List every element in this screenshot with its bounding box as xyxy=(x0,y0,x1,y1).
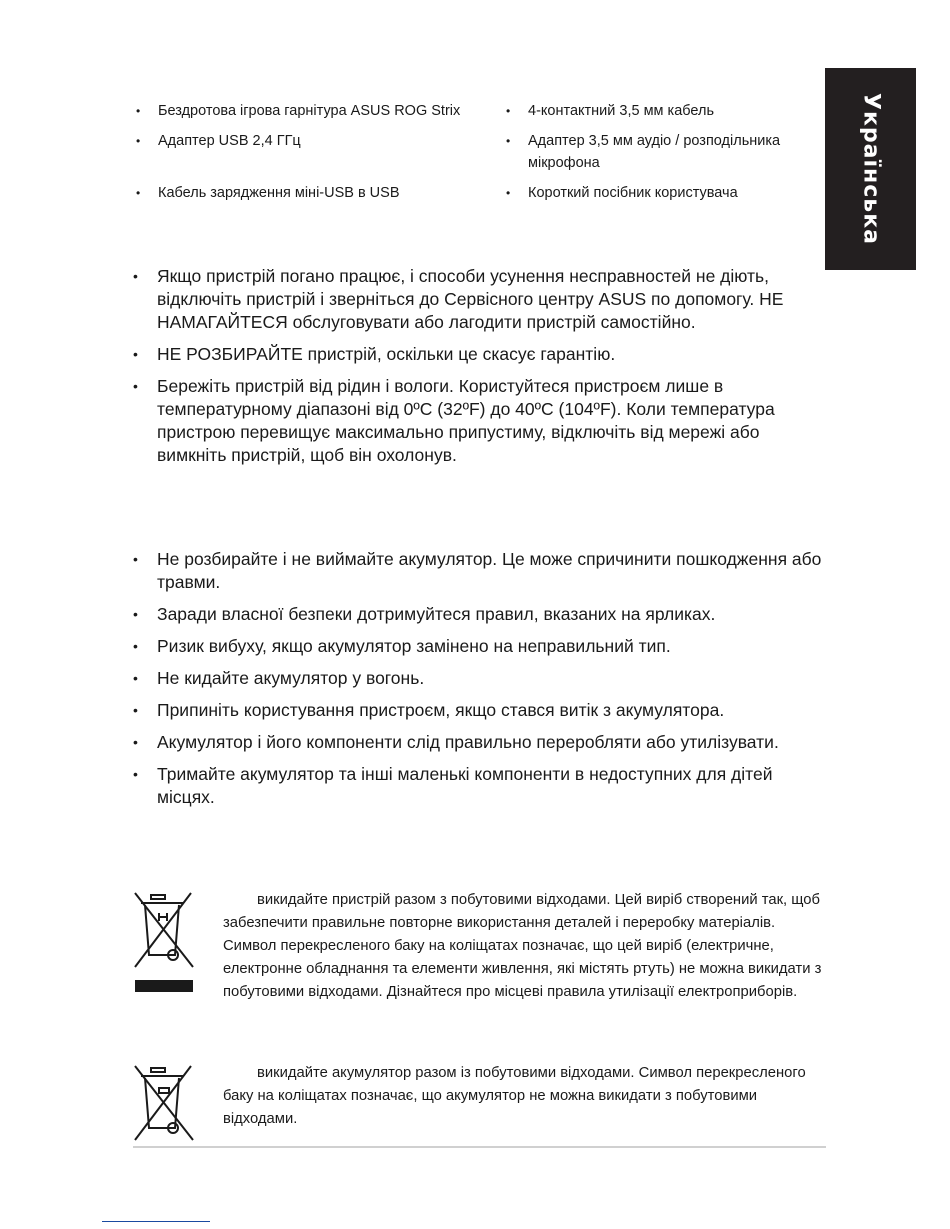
list-item: • Короткий посібник користувача xyxy=(506,182,826,204)
list-item: • Припиніть користування пристроєм, якщо стався витік з акумулятора. xyxy=(133,699,823,722)
list-item: • Акумулятор і його компоненти слід правильно переробляти або утилізувати. xyxy=(133,731,823,754)
battery-disposal-notice xyxy=(133,1062,823,1131)
list-item: • Бездротова ігрова гарнітура ASUS ROG Strix xyxy=(136,100,506,122)
crossed-out-bin-icon xyxy=(133,889,195,995)
battery-disposal-text: викидайте акумулятор разом із побутовими відходами. Символ перекресленого баку на коліщатах позначає, що акумулятор не можна викидати з побутовими відходами. xyxy=(223,1065,806,1127)
list-item: • Не кидайте акумулятор у вогонь. xyxy=(133,667,823,690)
package-contents-list xyxy=(136,100,826,204)
device-disposal-text: викидайте пристрій разом з побутовими відходами. Цей виріб створений так, щоб забезпечити правильне повторне використання деталей і переробку матеріалів. Символ перекресленого баку на коліщатах позначає, що цей виріб (електричне, електронне обладнання та елементи живлення, які містять ртуть) не можна викидати з побутовими відходами. Дізнайтеся про місцеві правила утилізації електроприборів. xyxy=(223,892,822,1000)
list-item: • Адаптер 3,5 мм аудіо / розподільника мікрофона xyxy=(506,130,826,174)
list-item: • Кабель зарядження міні-USB в USB xyxy=(136,182,506,204)
crossed-out-bin-icon xyxy=(133,1062,195,1142)
language-tab xyxy=(825,68,916,270)
list-item: • Тримайте акумулятор та інші маленькі компоненти в недоступних для дітей місцях. xyxy=(133,763,823,809)
care-list xyxy=(133,265,823,476)
divider xyxy=(133,1146,826,1148)
list-item: • Не розбирайте і не виймайте акумулятор. Це може спричинити пошкодження або травми. xyxy=(133,548,823,594)
list-item: • Ризик вибуху, якщо акумулятор замінено на неправильний тип. xyxy=(133,635,823,658)
list-item: • НЕ РОЗБИРАЙТЕ пристрій, оскільки це скасує гарантію. xyxy=(133,343,823,366)
battery-safety-list xyxy=(133,548,823,818)
language-tab-label: Українська xyxy=(858,93,883,245)
list-item: • Бережіть пристрій від рідин і вологи. Користуйтеся пристроєм лише в температурному діапазоні від 0ºC (32ºF) до 40ºC (104ºF). Коли температура пристрою перевищує максимально припустиму, відключіть від мережі або вимкніть пристрій, щоб він охолонув. xyxy=(133,375,823,467)
footer-divider xyxy=(102,1221,210,1222)
list-item: • Якщо пристрій погано працює, і способи усунення несправностей не діють, відключіть пристрій і зверніться до Сервісного центру ASUS по допомогу. НЕ НАМАГАЙТЕСЯ обслуговувати або лагодити пристрій самостійно. xyxy=(133,265,823,334)
list-item: • 4-контактний 3,5 мм кабель xyxy=(506,100,826,122)
device-disposal-notice xyxy=(133,889,823,1004)
list-item: • Заради власної безпеки дотримуйтеся правил, вказаних на ярликах. xyxy=(133,603,823,626)
list-item: • Адаптер USB 2,4 ГГц xyxy=(136,130,506,174)
